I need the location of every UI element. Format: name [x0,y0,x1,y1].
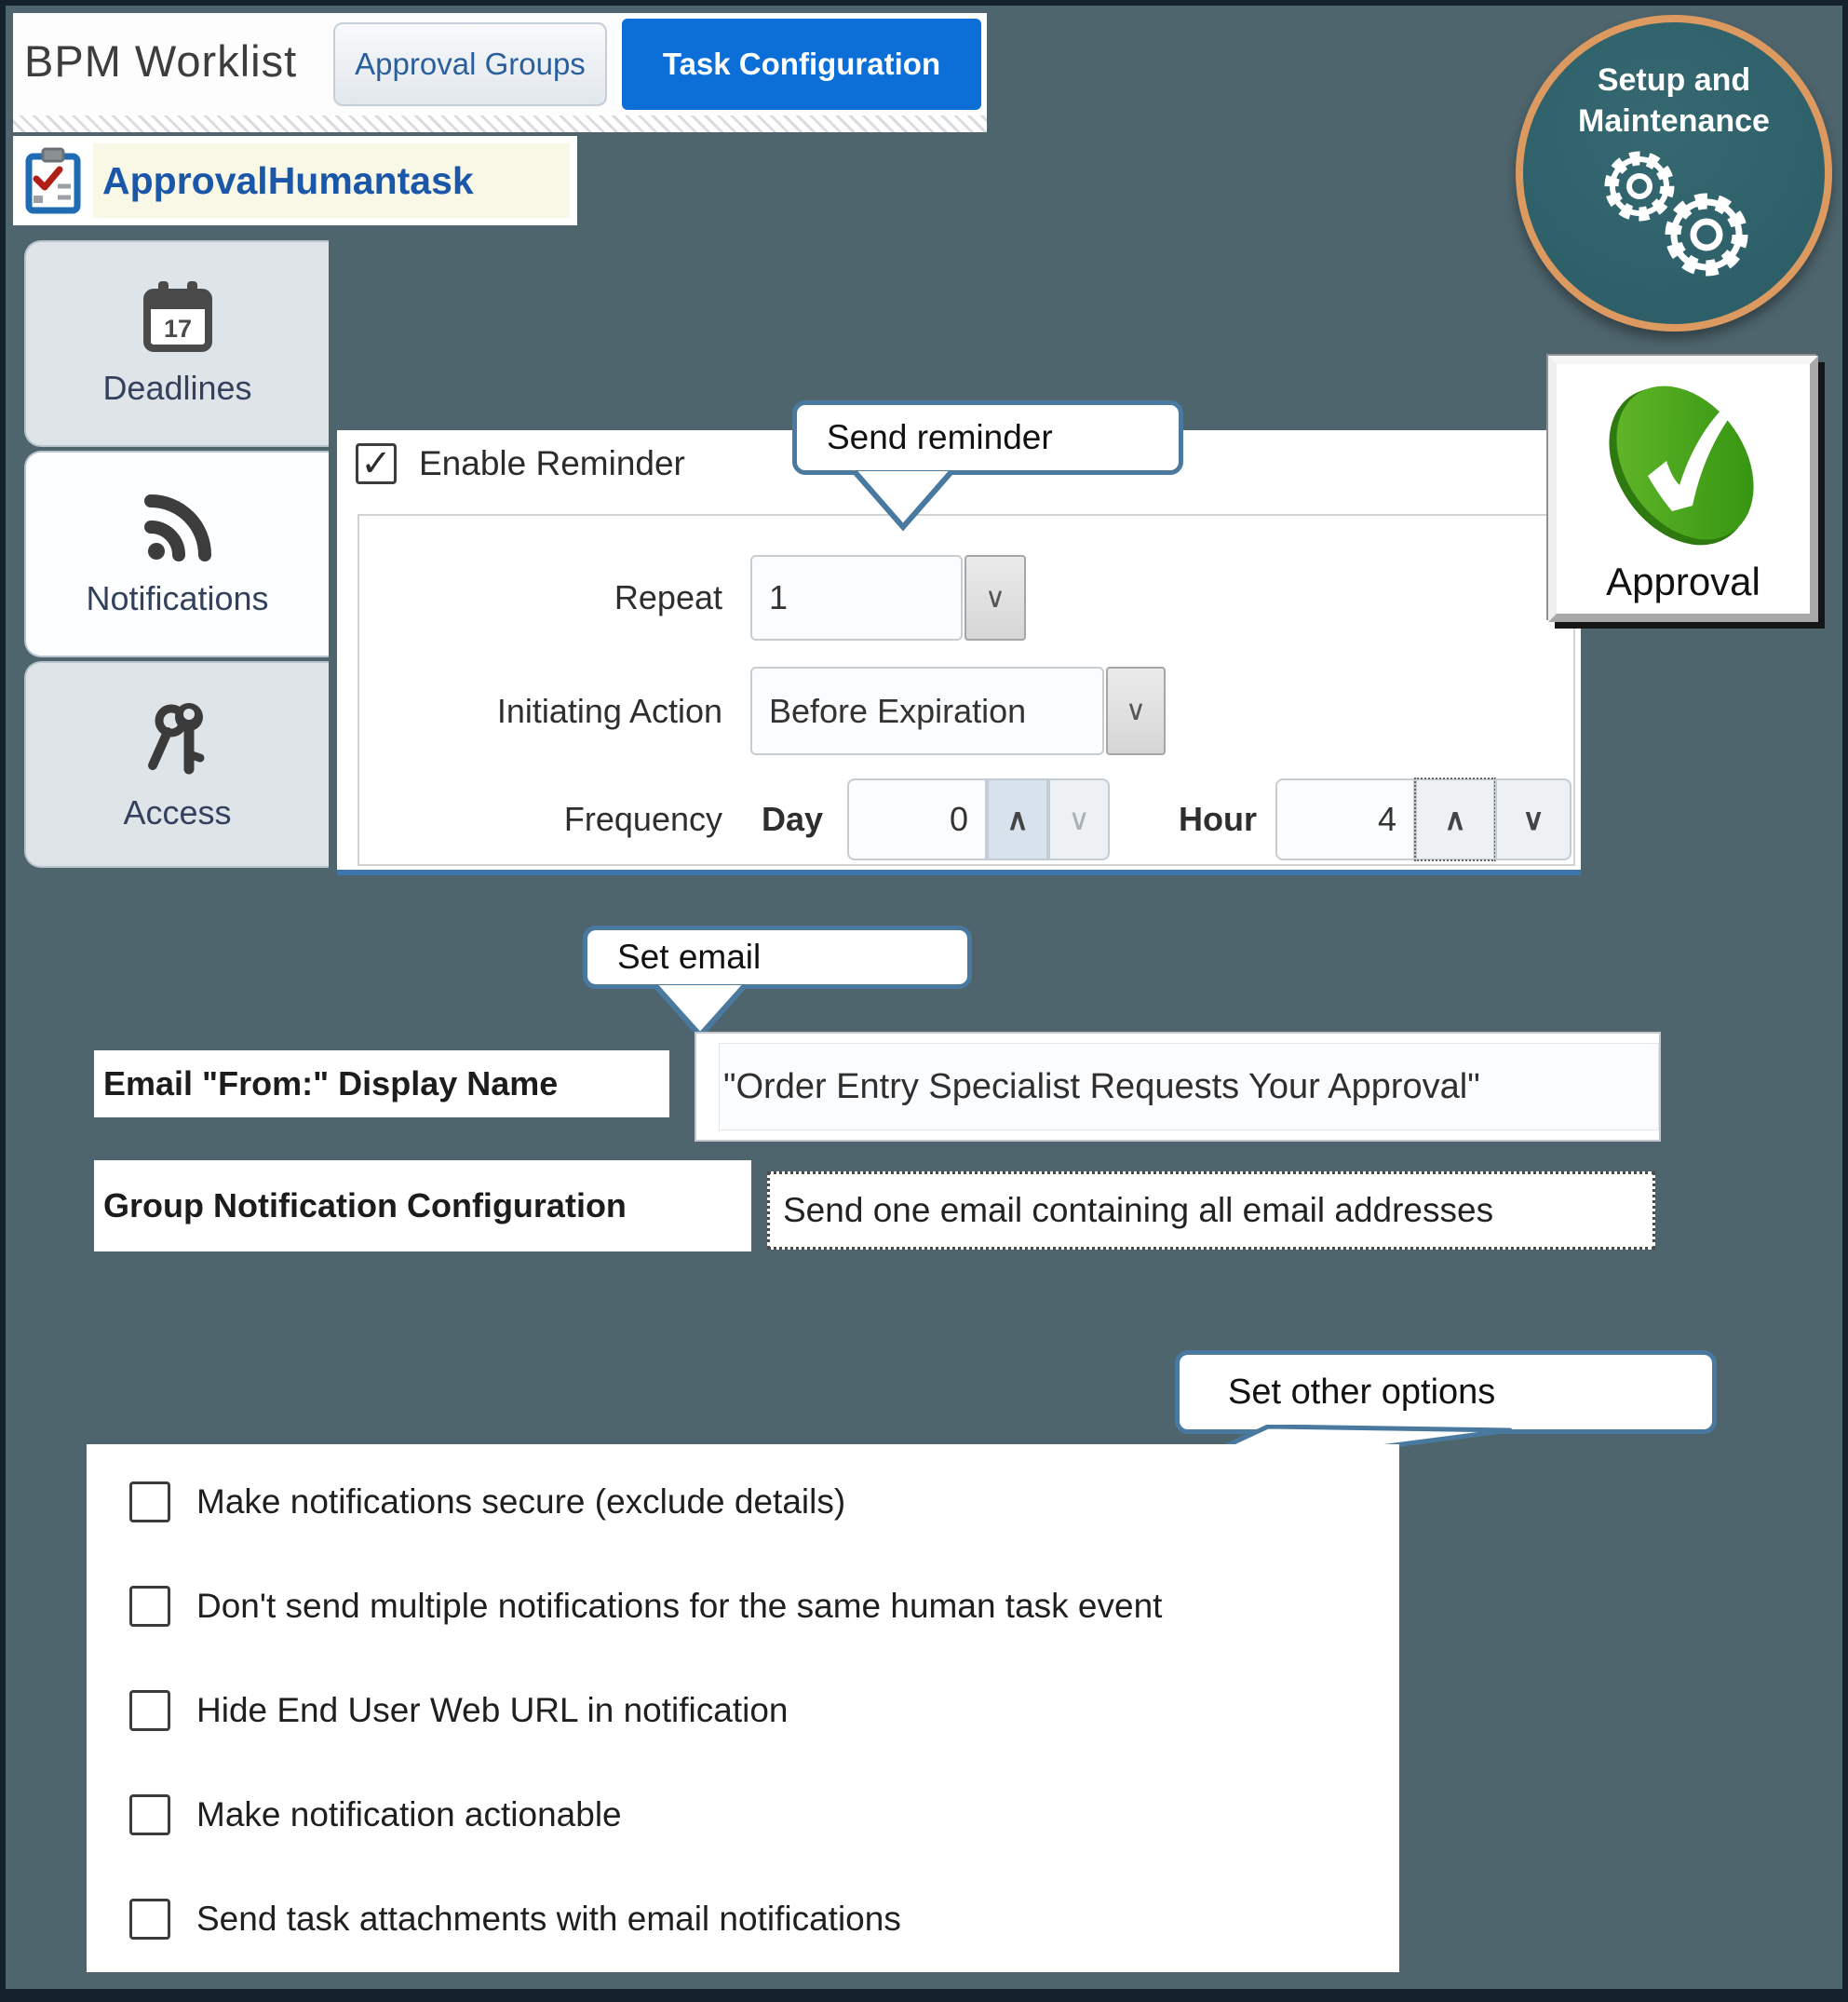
tab-approval-groups-label: Approval Groups [355,47,586,81]
setup-badge-line1: Setup and [1597,62,1751,98]
group-notification-label: Group Notification Configuration [103,1186,627,1224]
repeat-select-value[interactable] [750,555,963,641]
frequency-day-label: Day [762,800,824,838]
spin-down-icon: ∨ [1068,803,1090,836]
group-notification-value-text: Send one email containing all email addresses [783,1191,1494,1229]
option-row [87,1554,1399,1658]
option-checkbox-hide-end-user-url[interactable] [129,1690,170,1731]
repeat-label: Repeat [614,578,722,616]
sidebar-item-notifications[interactable] [24,451,329,657]
tab-approval-groups[interactable] [333,22,607,106]
option-label: Make notifications secure (exclude details) [196,1482,846,1521]
option-row [87,1658,1399,1763]
svg-text:17: 17 [163,315,192,343]
spin-up-icon: ∧ [1444,803,1466,836]
send-reminder-callout-tail [845,471,961,536]
group-notification-select-value[interactable] [767,1171,1655,1250]
option-row [87,1867,1399,1971]
email-from-display-input[interactable] [695,1032,1661,1142]
set-email-callout-text: Set email [617,938,762,976]
task-name: ApprovalHumantask [102,158,474,202]
sidebar-item-deadlines[interactable] [24,240,329,447]
sidebar-item-label: Deadlines [102,369,252,407]
email-from-display-value: "Order Entry Specialist Requests Your Approval" [723,1066,1480,1106]
approval-tile-label: Approval [1606,560,1760,603]
checkmark-icon: ✓ [360,443,392,484]
option-label: Send task attachments with email notifications [196,1900,901,1938]
sidebar-item-label: Access [123,793,232,832]
sidebar-item-access[interactable] [24,661,329,868]
frequency-day-input[interactable] [847,778,987,860]
sidebar-item-label: Notifications [86,579,269,617]
set-other-options-callout-text: Set other options [1228,1372,1496,1412]
send-reminder-callout [792,400,1183,475]
app-title: BPM Worklist [24,36,298,86]
tab-task-configuration-label: Task Configuration [662,47,941,81]
access-keys-icon [138,697,218,780]
frequency-label: Frequency [563,800,722,838]
send-reminder-callout-text: Send reminder [827,418,1053,456]
notifications-rss-icon [138,490,218,566]
group-notification-label-strip [94,1160,751,1251]
header-hatch-texture [13,115,987,132]
option-row [87,1763,1399,1867]
calendar-icon [140,279,216,356]
tab-task-configuration[interactable] [622,19,981,110]
repeat-value-text: 1 [769,578,789,616]
approval-check-icon [1590,372,1776,558]
task-clipboard-icon [24,147,82,214]
notification-options-panel [87,1444,1399,1972]
setup-badge-line2: Maintenance [1578,103,1770,139]
frequency-day-value: 0 [950,800,969,838]
option-label: Don't send multiple notifications for the same human task event [196,1587,1163,1625]
set-other-options-callout [1175,1350,1717,1434]
approval-tile[interactable] [1548,356,1818,622]
chevron-down-icon: ∨ [985,582,1005,614]
header-bar [13,13,987,115]
task-header [13,136,577,225]
frequency-hour-input[interactable] [1275,778,1415,860]
hour-decrement-button[interactable] [1495,778,1571,860]
spin-up-icon: ∧ [1006,803,1029,836]
initiating-action-label: Initiating Action [496,691,722,730]
option-label: Make notification actionable [196,1795,622,1833]
email-from-label-strip [94,1050,669,1117]
hour-increment-button[interactable] [1415,778,1495,860]
option-checkbox-no-multiple-notifications[interactable] [129,1586,170,1627]
repeat-dropdown-button[interactable] [964,555,1026,641]
option-row [87,1450,1399,1554]
enable-reminder-checkbox[interactable] [356,443,397,484]
enable-reminder-label: Enable Reminder [419,444,685,482]
task-name-box[interactable] [93,143,570,218]
initiating-action-select-value[interactable] [750,667,1104,755]
reminder-settings-box [357,514,1575,866]
spin-down-icon: ∨ [1522,803,1544,836]
frequency-hour-value: 4 [1378,800,1397,838]
day-increment-button[interactable] [987,778,1048,860]
frequency-hour-label: Hour [1179,800,1258,838]
day-decrement-button[interactable] [1048,778,1110,860]
option-checkbox-actionable-notification[interactable] [129,1794,170,1835]
chevron-down-icon: ∨ [1126,696,1146,726]
gears-icon [1567,142,1781,281]
email-from-label: Email "From:" Display Name [103,1064,559,1102]
option-checkbox-secure-notifications[interactable] [129,1481,170,1522]
set-email-callout [583,926,972,989]
option-checkbox-send-attachments[interactable] [129,1899,170,1940]
option-label: Hide End User Web URL in notification [196,1691,789,1729]
initiating-action-dropdown-button[interactable] [1106,667,1166,755]
setup-and-maintenance-badge[interactable] [1516,15,1832,331]
initiating-action-value-text: Before Expiration [769,691,1027,730]
